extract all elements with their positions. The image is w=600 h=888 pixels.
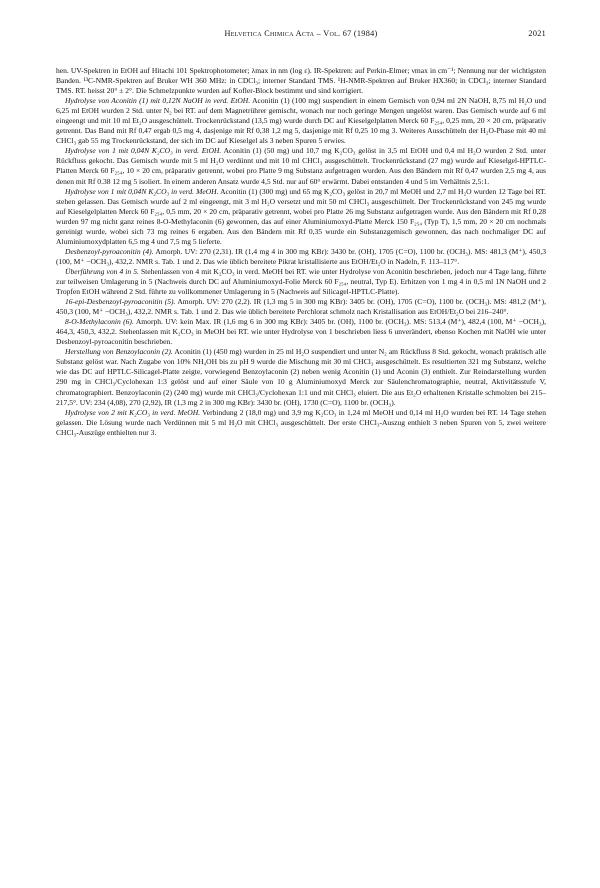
journal-title: Helvetica Chimica Acta – Vol. 67 (1984) <box>224 29 378 38</box>
paragraph-text: Amorph. UV: 270 (2,2). IR (1,3 mg 5 in 300 mg KBr): 3405 br. (OH), 1705 (C=O), 1100 br. (OCH₃). MS: 481,2 (M⁺), 450,3 (100, M⁺ −OCH₃), 432,2. NMR s. Tab. 1 und 2. Das wie üblich bereitete Perchlorat schmolz nach Kristallisation aus EtOH/Et₂O bei 216–240°. <box>56 297 546 317</box>
paragraph-methods <box>56 66 546 96</box>
paragraph-benzoylaconin <box>56 347 546 407</box>
paragraph-compound-5 <box>56 297 546 317</box>
paragraph-text: Verbindung 2 (18,0 mg) und 3,9 mg K₂CO₃ in 1,24 ml MeOH und 0,14 ml H₂O wurden bei RT. 14 Tage stehen gelassen. Die Lösung wurde nach Verdünnen mit 5 ml H₂O mit CHCl₃ ausgeschüttelt. Der erste CHCl₃-Auszug enthielt 3 neben Spuren von 5, zwei weitere CHCl₃-Auszüge enthielten nur 3. <box>56 407 546 437</box>
paragraph-text: hen. UV-Spektren in EtOH auf Hitachi 101 Spektrophotometer; λmax in nm (log ε). IR-Spektren: auf Perkin-Elmer; νmax in cm⁻¹; Nennung nur der wichtigsten Banden. ¹³C-NMR-Spektren auf Bruker WH 360 MHz: in CDCl₃; interner Standard TMS. ¹H-NMR-Spektren auf Bruker HX360; in CDCl₃; interner Standard TMS. RT. heisst 20° ± 2°. Die Schmelzpunkte wurden auf Kofler-Block bestimmt und sind korrigiert. <box>56 66 546 96</box>
paragraph-text: Aconitin (1) (50 mg) und 10,7 mg K₂CO₃ gelöst in 3,5 ml EtOH und 0,4 ml H₂O wurden 2 Std. unter Rückfluss gekocht. Das Gemisch wurde mit 5 ml H₂O verdünnt und mit 10 ml CHCl₃ ausgeschüttelt. Trockenrückstand (27 mg) wurde auf Kieselgel-HPTLC-Platten Merck 60 F₂₅₄, 10 × 20 cm, präparativ getrennt, wobei pro Platte 9 mg Substanz aufgetragen wurden. Aus den Bändern mit Rf 0,47 wurden 2,5 mg 4, aus denen mit Rf 0.38 12 mg 5 isoliert. In einem anderen Ansatz wurde 4,5 Std. nur auf 60° erwärmt. Dabei entstanden 4 und 5 im Verhältnis 2,5:1. <box>56 146 546 186</box>
journal-page <box>56 26 546 438</box>
paragraph-text: Amorph. UV: 270 (2,31). IR (1,4 mg 4 in 300 mg KBr): 3430 br. (OH), 1705 (C=O), 1100 br. (OCH₃). MS: 481,3 (M⁺), 450,3 (100, M⁺ −OCH₃), 432,2. NMR s. Tab. 1 und 2. Das wie üblich bereitete Pikrat kristallisierte aus EtOH/Et₂O in Nadeln, F. 113–117°. <box>56 246 546 266</box>
paragraph-text: Stehenlassen von 4 mit K₂CO₃ in verd. MeOH bei RT. wie unter Hydrolyse von Aconitin beschrieben, jedoch nur 4 Tage lang, führte zur teilweisen Umlagerung in 5 (Nachweis durch DC auf Aluminiumoxyd-Folie Merck 60 F₂₅₄, neutral, Typ E). Erhitzen von 1 mg 4 in 0,5 ml 1N NaOH und 2 Tropfen EtOH während 2 Std. führte zu vollkommener Umlagerung in 5 (Nachweis auf Silicagel-HPTLC-Platte). <box>56 266 546 297</box>
paragraph-hydrolysis-naoh <box>56 96 546 146</box>
paragraph-heading: Desbenzoyl-pyroaconitin (4). <box>65 246 154 256</box>
paragraph-compound-4 <box>56 247 546 267</box>
paragraph-text: Aconitin (1) (450 mg) wurden in 25 ml H₂O suspendiert und unter N₂ am Rückfluss 8 Std. gekocht, wonach praktisch alle Substanz gelöst war. Nach Zugabe von 10% NH₄OH bis zu pH 9 wurde die Mischung mit 30 ml CHCl₃ ausgeschüttelt. Es resultierten 321 mg Substanz, welche wie das DC auf HPTLC-Silicagel-Platte zeigte, vorwiegend Benzoylaconin (2) neben wenig Aconitin (1) und Aconin (3) enthielt. Zur Reindarstellung wurden 290 mg in CHCl₃/Cyclohexan 1:3 gelöst und auf einer Säule von 10 g Aluminiumoxyd Merck zur Säulenchromatographie, neutral, Aktivitätsstufe V, chromatographiert. Benzoylaconin (2) (240 mg) wurde mit CHCl₃/Cyclohexan 1:1 und mit CHCl₃ eluiert. Die aus Et₂O erhaltenen Kristalle schmolzen bei 215–217,5°. UV: 234 (4,08), 270 (2,92), IR (1,3 mg 2 in 300 mg KBr): 3430 br. (OH), 1730 (C=O), 1100 br. (OCH₃). <box>56 347 546 407</box>
running-head <box>56 26 546 42</box>
paragraph-hydrolysis-k2co3-meoh <box>56 187 546 247</box>
article-body <box>56 66 546 438</box>
paragraph-heading: Hydrolyse von 1 mit 0,04N K₂CO₃ in verd. EtOH. <box>65 146 222 156</box>
page-number: 2021 <box>528 29 546 38</box>
paragraph-text: Amorph. UV: kein Max. IR (1,6 mg 6 in 300 mg KBr): 3405 br. (OH), 1100 br. (OCH₃). MS: 513,4 (M⁺), 482,4 (100, M⁺ −OCH₃), 464,3, 450,3, 432,2. Stehenlassen mit K₂CO₃ in MeOH bei RT. wie unter Hydrolyse von 1 beschrieben liess 6 unverändert, ebenso Kochen mit NaOH wie unter Desbenzoyl-pyroaconitin beschrieben. <box>56 317 546 347</box>
paragraph-hydrolysis-2 <box>56 408 546 438</box>
paragraph-compound-6 <box>56 317 546 347</box>
paragraph-heading: Hydrolyse von 1 mit 0,04N K₂CO₃ in verd. MeOH. <box>65 186 219 196</box>
paragraph-heading: Hydrolyse von Aconitin (1) mit 0,12N NaOH in verd. EtOH. <box>65 96 251 106</box>
paragraph-heading: Herstellung von Benzoylaconin (2). <box>65 347 173 357</box>
paragraph-heading: Hydrolyse von 2 mit K₂CO₃ in verd. MeOH. <box>65 407 201 417</box>
paragraph-conversion-4-5 <box>56 267 546 297</box>
paragraph-text: Aconitin (1) (100 mg) suspendiert in einem Gemisch von 0,94 ml 2N NaOH, 8,75 ml H₂O und 6,25 ml EtOH wurden 2 Std. unter N₂ bei RT. auf dem Magnetrührer gemischt, wonach nur noch geringe Mengen ungelöst waren. Das Gemisch wurde auf 6 ml eingeengt und mit 10 ml Et₂O ausgeschüttelt. Trockenrückstand (13,5 mg) wurde durch DC auf Kieselgelplatten Merck 60 F₂₅₄, 0,25 mm, 20 × 20 cm, präparativ getrennt. Das Band mit Rf 0,47 ergab 0,5 mg 4, dasjenige mit Rf 0,38 1,2 mg 5, dasjenige mit Rf 0,25 10 mg 3. Weiteres Ausschütteln der H₂O-Phase mit 40 ml CHCl₃ gab 55 mg Trockenrückstand, der sich im DC auf Kieselgel als 3 neben Spuren 5 erwies. <box>56 96 546 146</box>
paragraph-text: Aconitin (1) (300 mg) und 65 mg K₂CO₃ gelöst in 20,7 ml MeOH und 2,7 ml H₂O wurden 12 Tage bei RT. stehen gelassen. Das Gemisch wurde auf 2 ml eingeengt, mit 3 ml H₂O versetzt und mit 50 ml CHCl₃ ausgeschüttelt. Der Trockenrückstand von 245 mg wurde auf Kieselgelplatten Merck 60 F₂₅₄, 0,5 mm, 20 × 20 cm, präparativ getrennt, wobei pro Platte 26 mg Substanz aufgetragen wurde. Aus den Bändern mit Rf 0,28 wurden 97 mg nicht ganz reines 8-O-Methylaconin (6) gewonnen, das auf einer Aluminiumoxyd-Platte Merck 150 F₂₅₄ (Typ T), 1,5 mm, 20 × 20 cm nochmals gereinigt wurde, wobei sich 73 mg reines 6 ergaben. Aus den Bändern mit Rf 0,35 wurde ein Substanzgemisch gewonnen, das nach nochmaliger DC auf Aluminiumoxydplatten 6,5 mg 4 und 7,5 mg 5 lieferte. <box>56 186 546 246</box>
paragraph-hydrolysis-k2co3-etoh <box>56 146 546 186</box>
paragraph-heading: Überführung von 4 in 5. <box>65 266 139 276</box>
paragraph-heading: 16-epi-Desbenzoyl-pyroaconitin (5). <box>65 297 176 307</box>
paragraph-heading: 8-O-Methylaconin (6). <box>65 317 134 327</box>
